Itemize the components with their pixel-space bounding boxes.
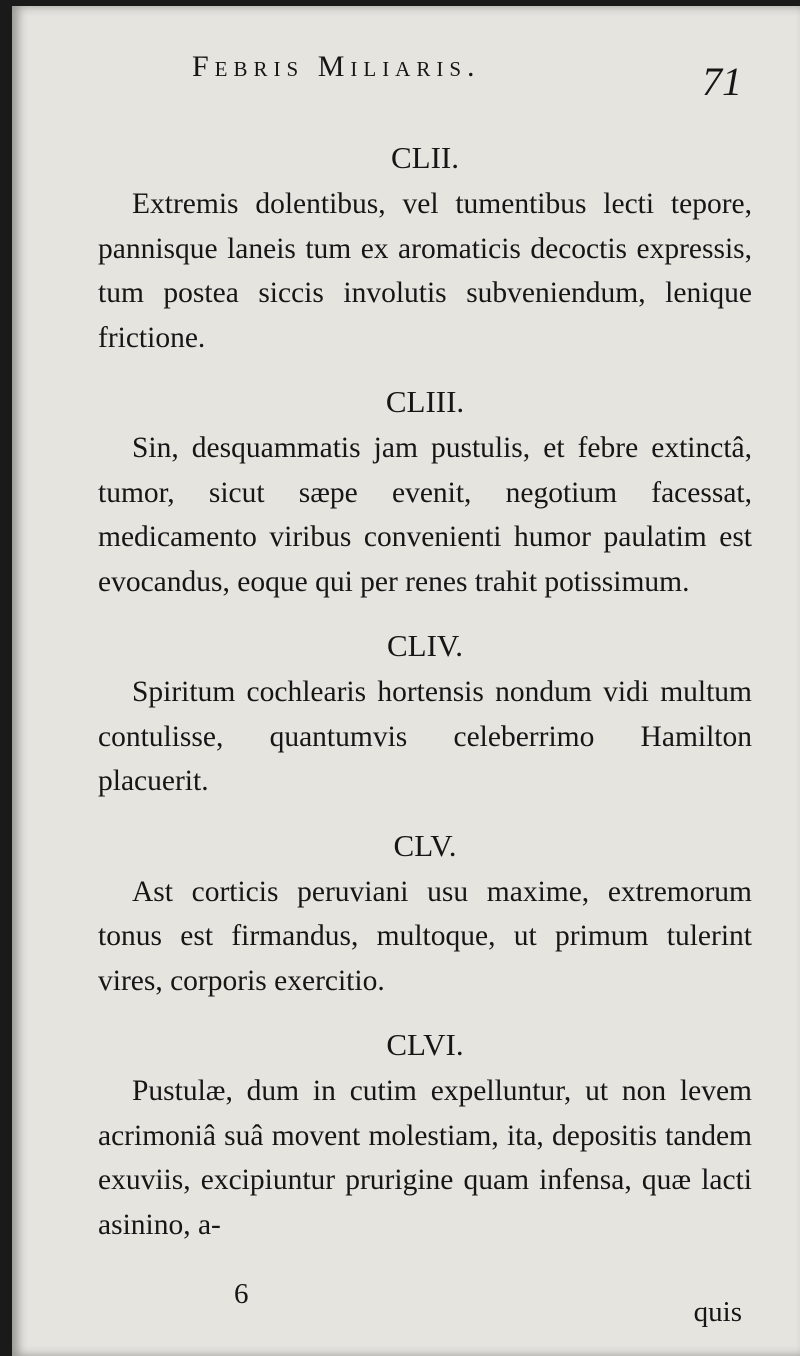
section-paragraph: Spiritum cochlearis hortensis nondum vidi multum contulisse, quantumvis celeberrimo Hamilton placuerit.	[98, 676, 752, 797]
section-paragraph: Pustulæ, dum in cutim expelluntur, ut non levem acrimoniâ suâ movent molestiam, ita, depositis tandem exuviis, excipiuntur prurigine quam infensa, quæ lacti asinino, a-	[98, 1075, 752, 1241]
section-paragraph: Extremis dolentibus, vel tumentibus lecti tepore, pannisque laneis tum ex aromaticis decoctis expressis, tum postea siccis involutis subveniendum, lenique frictione.	[98, 188, 752, 354]
section-paragraph: Ast corticis peruviani usu maxime, extremorum tonus est firmandus, multoque, ut primum tulerint vires, corporis exercitio.	[98, 875, 752, 997]
section-heading: CLIII.	[385, 384, 465, 419]
page-number: 71	[702, 59, 742, 104]
section-paragraph: Sin, desquammatis jam pustulis, et febre extinctâ, tumor, sicut sæpe evenit, negotium facessat, medicamento viribus convenienti humor paulatim est evocandus, eoque qui per renes trahit potissimum.	[98, 432, 752, 598]
section-heading: CLVI.	[386, 1027, 464, 1062]
catchword: quis	[693, 1296, 742, 1328]
running-title: Febris Miliaris.	[192, 50, 481, 83]
text-block	[98, 134, 752, 1247]
section-heading: CLV.	[393, 827, 457, 863]
section-heading: CLII.	[390, 140, 459, 175]
book-page	[12, 6, 800, 1356]
signature-mark: 6	[234, 1278, 249, 1310]
section-heading: CLIV.	[386, 628, 464, 663]
